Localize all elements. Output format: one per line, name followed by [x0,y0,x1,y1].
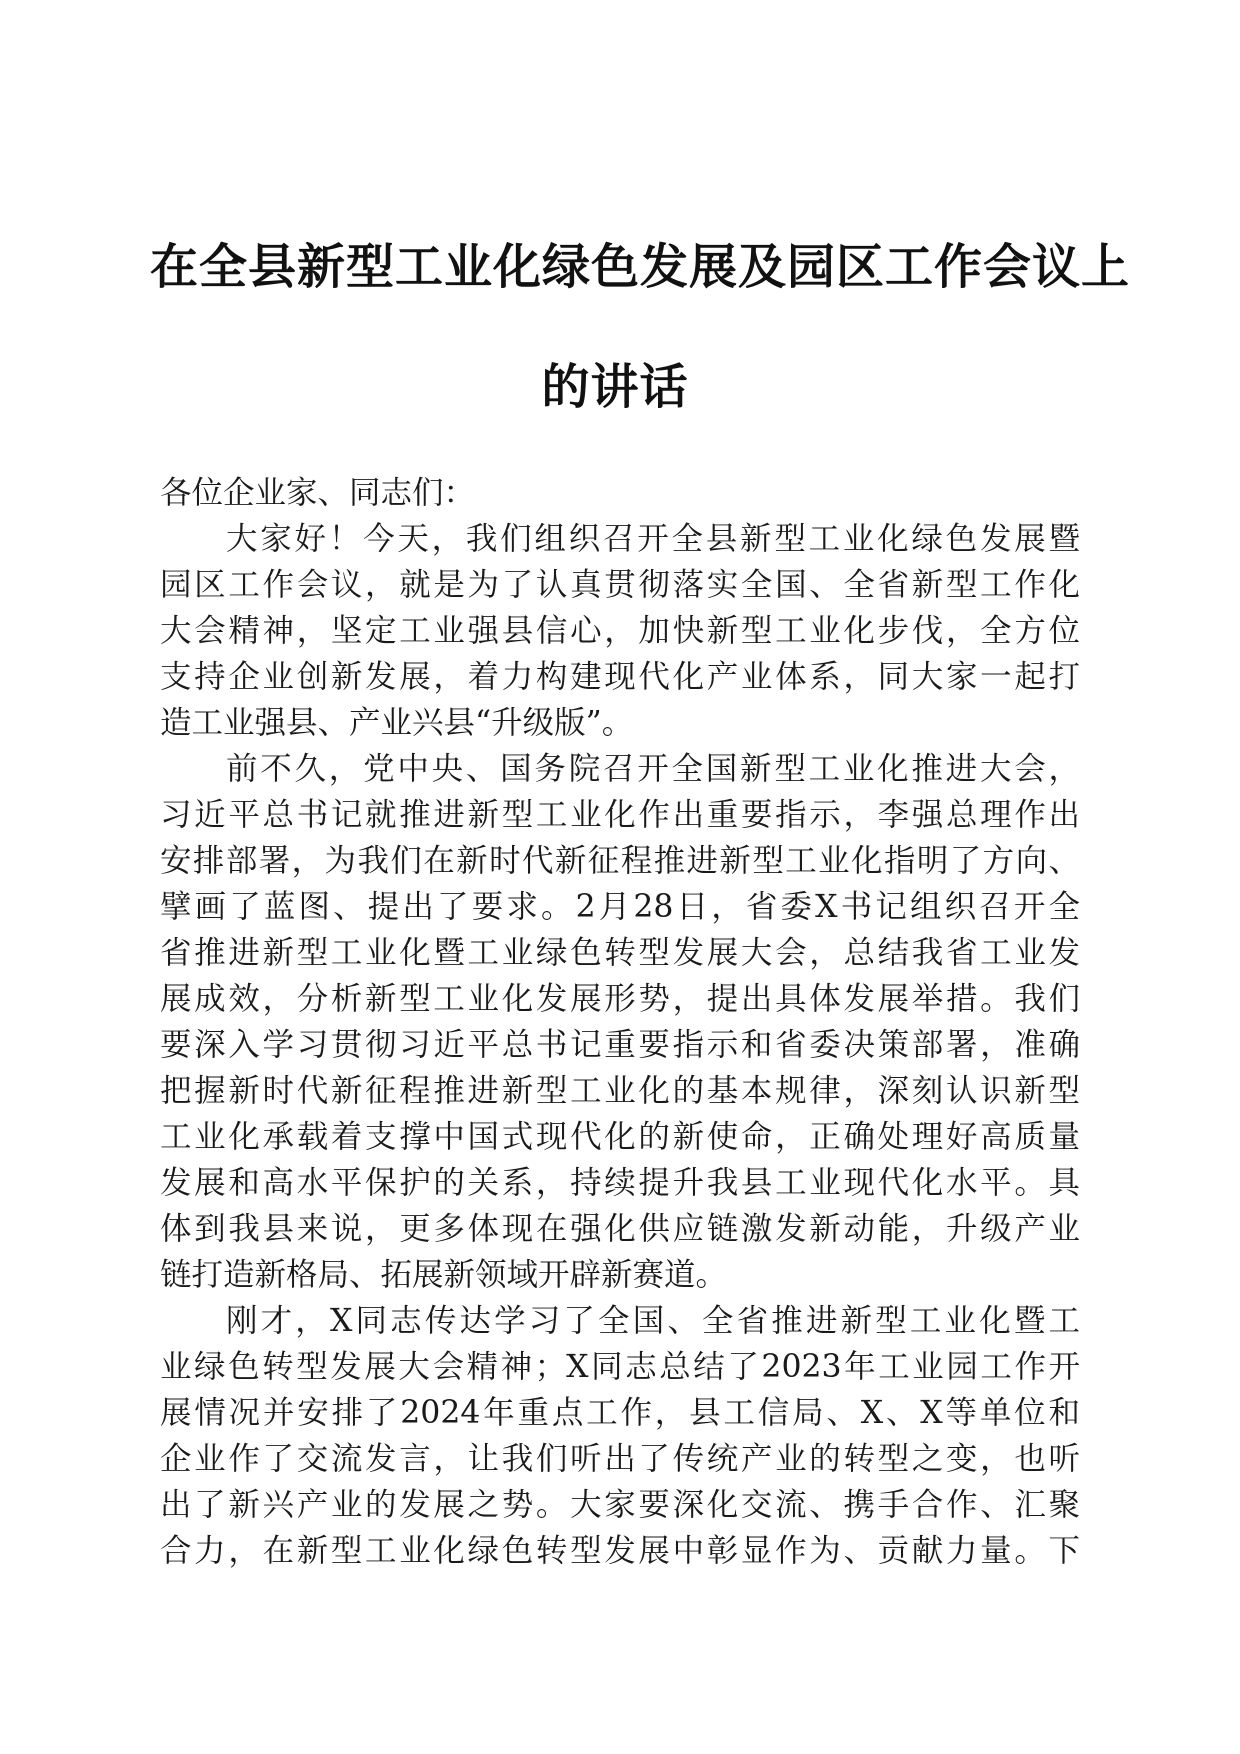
document-title-line-1: 在全县新型工业化绿色发展及园区工作会议上 [150,239,1131,295]
paragraph-2-line: 安排部署，为我们在新时代新征程推进新型工业化指明了方向、 [160,843,1080,879]
document-title-line-2: 的讲话 [541,359,689,415]
paragraph-1-line: 大会精神，坚定工业强县信心，加快新型工业化步伐，全方位 [160,613,1080,649]
paragraph-3-line: 刚才，X同志传达学习了全国、全省推进新型工业化暨工 [226,1303,1080,1339]
paragraph-2-line: 展成效，分析新型工业化发展形势，提出具体发展举措。我们 [160,981,1080,1017]
paragraph-2-line: 习近平总书记就推进新型工业化作出重要指示，李强总理作出 [160,797,1080,833]
paragraph-3-line: 展情况并安排了2024年重点工作，县工信局、X、X等单位和 [160,1395,1080,1431]
paragraph-2-line: 工业化承载着支撑中国式现代化的新使命，正确处理好高质量 [160,1119,1080,1155]
paragraph-3-line: 合力，在新型工业化绿色转型发展中彰显作为、贡献力量。下 [160,1533,1080,1569]
paragraph-2-line: 链打造新格局、拓展新领域开辟新赛道。 [160,1257,728,1293]
paragraph-3-line: 企业作了交流发言，让我们听出了传统产业的转型之变，也听 [160,1441,1080,1477]
paragraph-2-line: 体到我县来说，更多体现在强化供应链激发新动能，升级产业 [160,1211,1080,1247]
paragraph-2-line: 把握新时代新征程推进新型工业化的基本规律，深刻认识新型 [160,1073,1080,1109]
document-body [160,470,1080,1574]
paragraph-2-line: 省推进新型工业化暨工业绿色转型发展大会，总结我省工业发 [160,935,1080,971]
paragraph-1-line: 造工业强县、产业兴县“升级版”。 [160,705,634,741]
paragraph-2-line: 发展和高水平保护的关系，持续提升我县工业现代化水平。具 [160,1165,1080,1201]
paragraph-3-line: 业绿色转型发展大会精神；X同志总结了2023年工业园工作开 [160,1349,1080,1385]
paragraph-2-line: 擘画了蓝图、提出了要求。2月28日，省委X书记组织召开全 [160,889,1080,925]
paragraph-1-line: 支持企业创新发展，着力构建现代化产业体系，同大家一起打 [160,659,1080,695]
paragraph-2-line: 前不久，党中央、国务院召开全国新型工业化推进大会， [226,751,1080,787]
paragraph-3-line: 出了新兴产业的发展之势。大家要深化交流、携手合作、汇聚 [160,1487,1080,1523]
paragraph-1-line: 大家好！今天，我们组织召开全县新型工业化绿色发展暨 [226,521,1080,557]
paragraph-1-line: 园区工作会议，就是为了认真贯彻落实全国、全省新型工作化 [160,567,1080,603]
salutation: 各位企业家、同志们： [160,475,476,511]
paragraph-2-line: 要深入学习贯彻习近平总书记重要指示和省委决策部署，准确 [160,1027,1080,1063]
